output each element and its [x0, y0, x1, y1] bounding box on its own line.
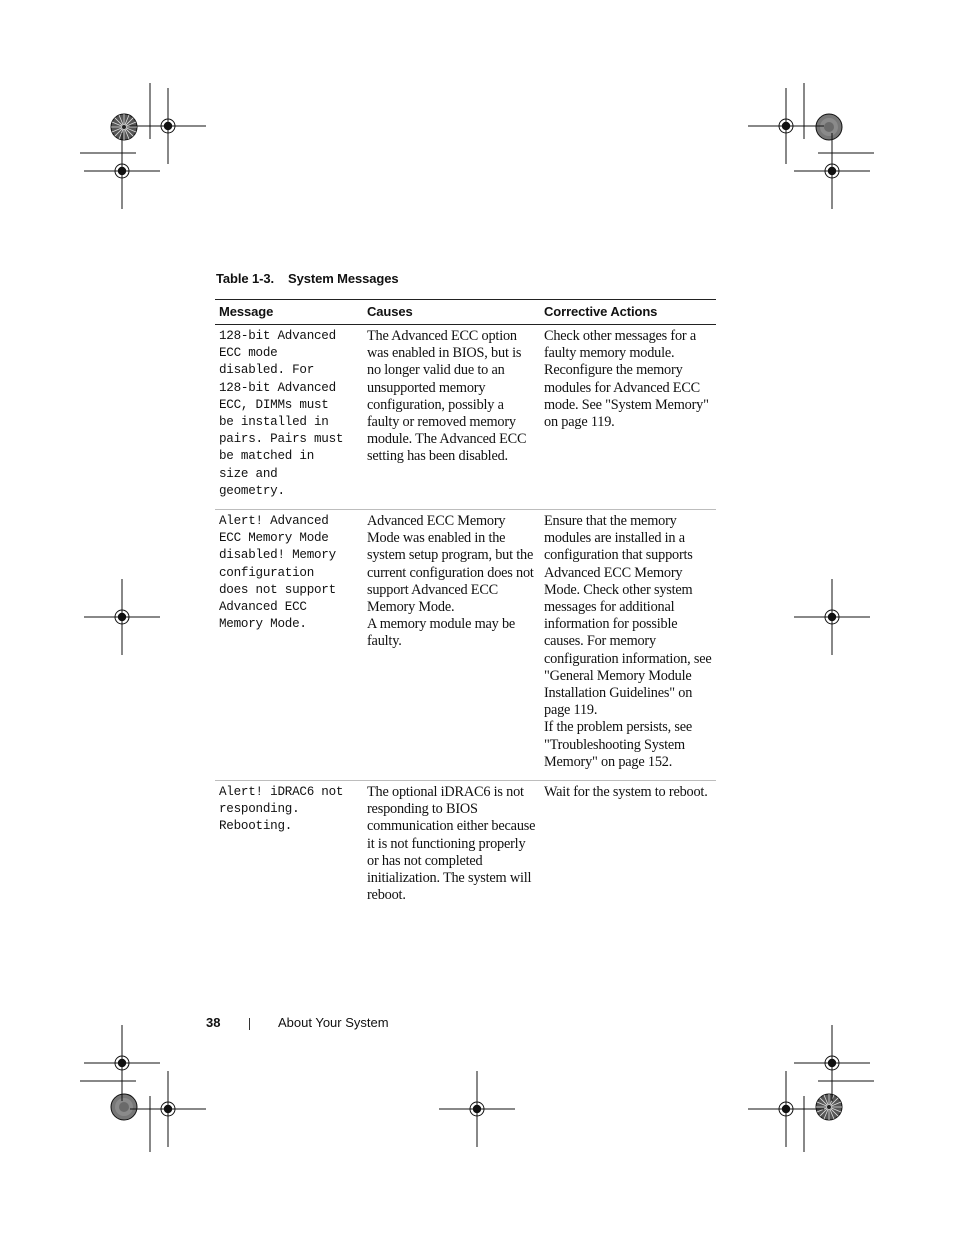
table-row — [215, 510, 716, 781]
actions-cell — [540, 510, 716, 781]
header-corrective-actions: Corrective Actions — [540, 300, 716, 325]
header-causes: Causes — [363, 300, 540, 325]
table-caption-number: Table 1-3. — [216, 271, 275, 286]
actions-text: If the problem persists, see "Troubleshooting System Memory" on page 152. — [544, 719, 693, 770]
causes-text: A memory module may be faulty. — [367, 616, 516, 650]
table-header-row — [215, 300, 716, 325]
actions-cell — [540, 781, 716, 914]
actions-text: Ensure that the memory modules are installed in a configuration that supports Advanced ECC Memory Mode. Check other system messages for additional information for possible causes. For memory configuration information, see "General Memory Module Installation Guidelines" on page 119. — [544, 513, 712, 719]
table-row — [215, 325, 716, 510]
system-messages-table — [215, 299, 716, 914]
header-message: Message — [215, 300, 363, 325]
table-caption — [216, 271, 399, 286]
table-caption-title: System Messages — [288, 271, 399, 286]
message-cell: Alert! iDRAC6 not responding. Rebooting. — [219, 785, 344, 834]
message-cell: 128-bit Advanced ECC mode disabled. For 128-bit Advanced ECC, DIMMs must be installed in pairs. Pairs must be matched in size and geometry. — [215, 325, 363, 510]
table-row — [215, 781, 716, 914]
footer-divider — [249, 1018, 250, 1030]
actions-text: Wait for the system to reboot. — [544, 784, 708, 801]
actions-text: Check other messages for a faulty memory module. Reconfigure the memory modules for Advanced ECC mode. See "System Memory" on page 119. — [544, 328, 709, 431]
causes-text: The optional iDRAC6 is not responding to BIOS communication either because it is not functioning properly or has not completed initialization. The system will reboot. — [367, 784, 536, 904]
causes-cell — [363, 510, 540, 781]
causes-cell — [363, 325, 540, 510]
section-title: About Your System — [278, 1015, 389, 1030]
actions-cell — [540, 325, 716, 510]
page-number: 38 — [206, 1015, 221, 1030]
causes-cell — [363, 781, 540, 914]
message-cell: Alert! Advanced ECC Memory Mode disabled! Memory configuration does not support Advanced ECC Memory Mode. — [215, 510, 363, 781]
causes-text: The Advanced ECC option was enabled in BIOS, but is no longer valid due to an unsupported memory configuration, possibly a faulty or removed memory module. The Advanced ECC setting has been disabled. — [367, 328, 527, 465]
causes-text: Advanced ECC Memory Mode was enabled in the system setup program, but the current configuration does not support Advanced ECC Memory Mode. — [367, 513, 534, 616]
